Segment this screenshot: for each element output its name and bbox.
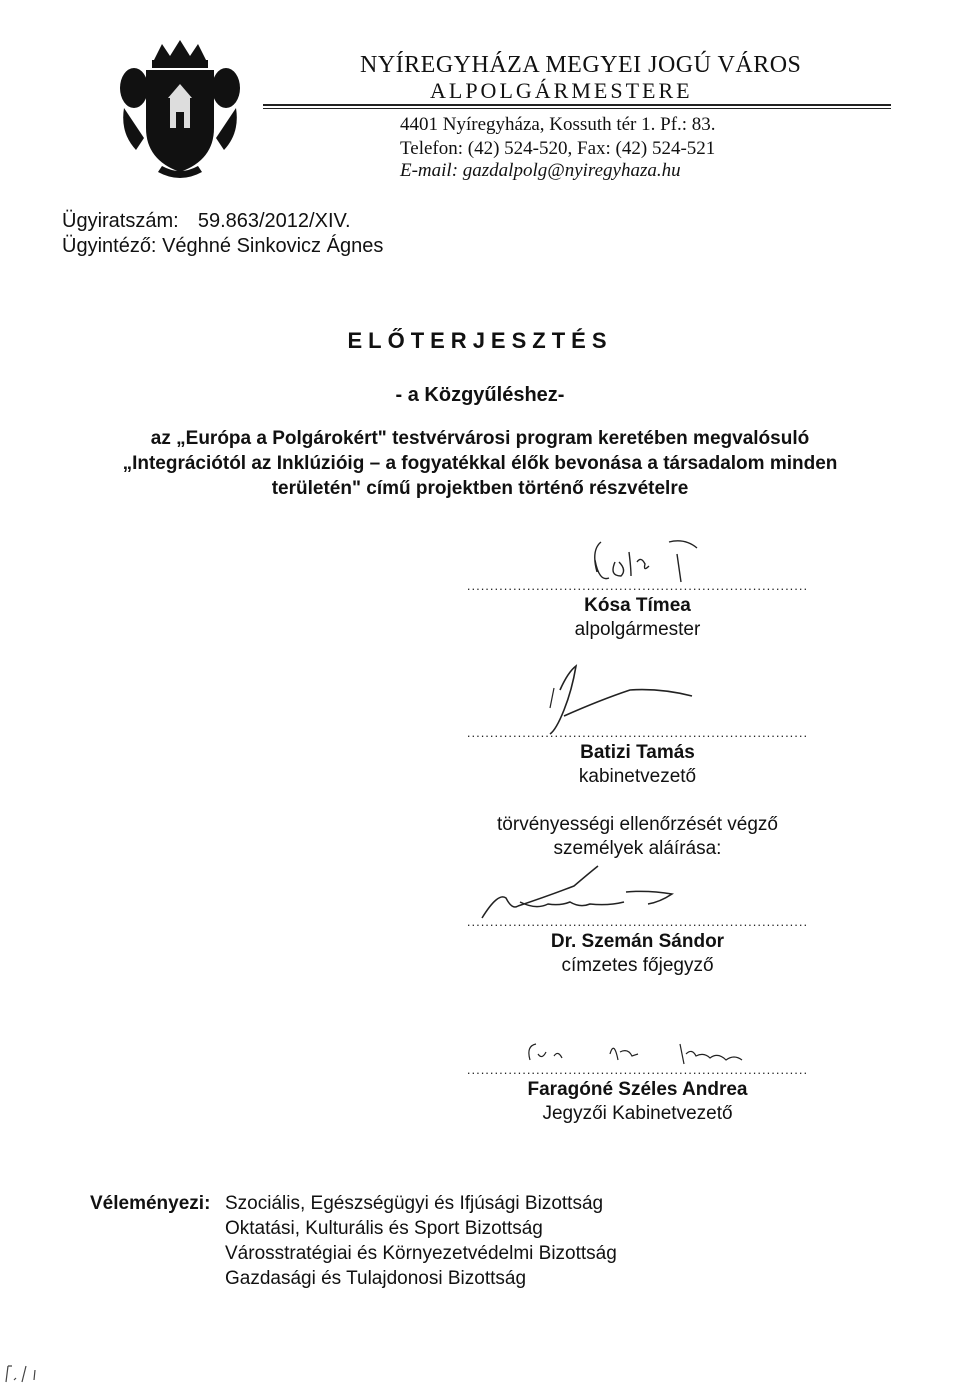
signature-line: .......................................................................... bbox=[466, 914, 809, 929]
organization-title: ALPOLGÁRMESTERE bbox=[430, 78, 693, 103]
review-committee: Oktatási, Kulturális és Sport Bizottság bbox=[225, 1218, 543, 1239]
review-committee: Szociális, Egészségügyi és Ifjúsági Bizottság bbox=[225, 1193, 604, 1214]
signatory-name: Kósa Tímea bbox=[584, 595, 691, 616]
email-line: E-mail: gazdalpolg@nyiregyhaza.hu bbox=[400, 160, 681, 181]
document-title: ELŐTERJESZTÉS bbox=[347, 328, 613, 353]
address-line: 4401 Nyíregyháza, Kossuth tér 1. Pf.: 83. bbox=[400, 114, 716, 135]
organization-name: NYÍREGYHÁZA MEGYEI JOGÚ VÁROS bbox=[360, 52, 802, 78]
subject-line: területén" című projektben történő részvételre bbox=[271, 478, 689, 499]
signature-block-1 bbox=[465, 578, 810, 642]
subject-line: „Integrációtól az Inklúzióig – a fogyatékkal élők bevonása a társadalom minden bbox=[122, 453, 838, 474]
handler-value: Véghné Sinkovicz Ágnes bbox=[162, 235, 384, 257]
review-committee: Városstratégiai és Környezetvédelmi Bizottság bbox=[225, 1243, 617, 1264]
review-committee: Gazdasági és Tulajdonosi Bizottság bbox=[225, 1268, 527, 1289]
signatory-name: Dr. Szemán Sándor bbox=[550, 931, 725, 952]
signatory-role: Jegyzői Kabinetvezető bbox=[542, 1103, 733, 1124]
review-label: Véleményezi: bbox=[90, 1193, 211, 1214]
header-rule-thin bbox=[263, 108, 891, 109]
handler-line bbox=[62, 235, 383, 258]
city-coat-of-arms-icon bbox=[118, 38, 242, 184]
signature-line: .......................................................................... bbox=[466, 578, 809, 593]
document-subtitle: - a Közgyűléshez- bbox=[395, 384, 565, 406]
case-number-line bbox=[62, 210, 351, 233]
signature-block-3 bbox=[465, 914, 810, 978]
signature-line: .......................................................................... bbox=[466, 725, 809, 740]
case-number-value: 59.863/2012/XIV. bbox=[197, 210, 351, 232]
signature-line: .......................................................................... bbox=[466, 1062, 809, 1077]
signatory-role: alpolgármester bbox=[574, 619, 701, 640]
signature-block-2 bbox=[465, 725, 810, 789]
legality-caption-line: törvényességi ellenőrzését végző bbox=[497, 814, 778, 835]
signatory-role: címzetes főjegyző bbox=[561, 955, 714, 976]
subject-line: az „Európa a Polgárokért" testvérvárosi program keretében megvalósuló bbox=[150, 428, 810, 449]
legality-caption bbox=[465, 813, 810, 861]
signatory-role: kabinetvezető bbox=[578, 766, 697, 787]
signatory-name: Batizi Tamás bbox=[580, 742, 695, 763]
signature-block-4 bbox=[465, 1062, 810, 1126]
phone-fax-line: Telefon: (42) 524-520, Fax: (42) 524-521 bbox=[400, 138, 716, 159]
legality-caption-line: személyek aláírása: bbox=[553, 838, 722, 859]
case-number-label: Ügyiratszám: bbox=[62, 210, 179, 232]
handler-label: Ügyintéző: bbox=[62, 235, 157, 257]
handwritten-signature-3 bbox=[478, 862, 698, 922]
signatory-name: Faragóné Széles Andrea bbox=[527, 1079, 748, 1100]
header-rule-thick bbox=[263, 104, 891, 106]
handwritten-corner-mark bbox=[2, 1362, 42, 1384]
